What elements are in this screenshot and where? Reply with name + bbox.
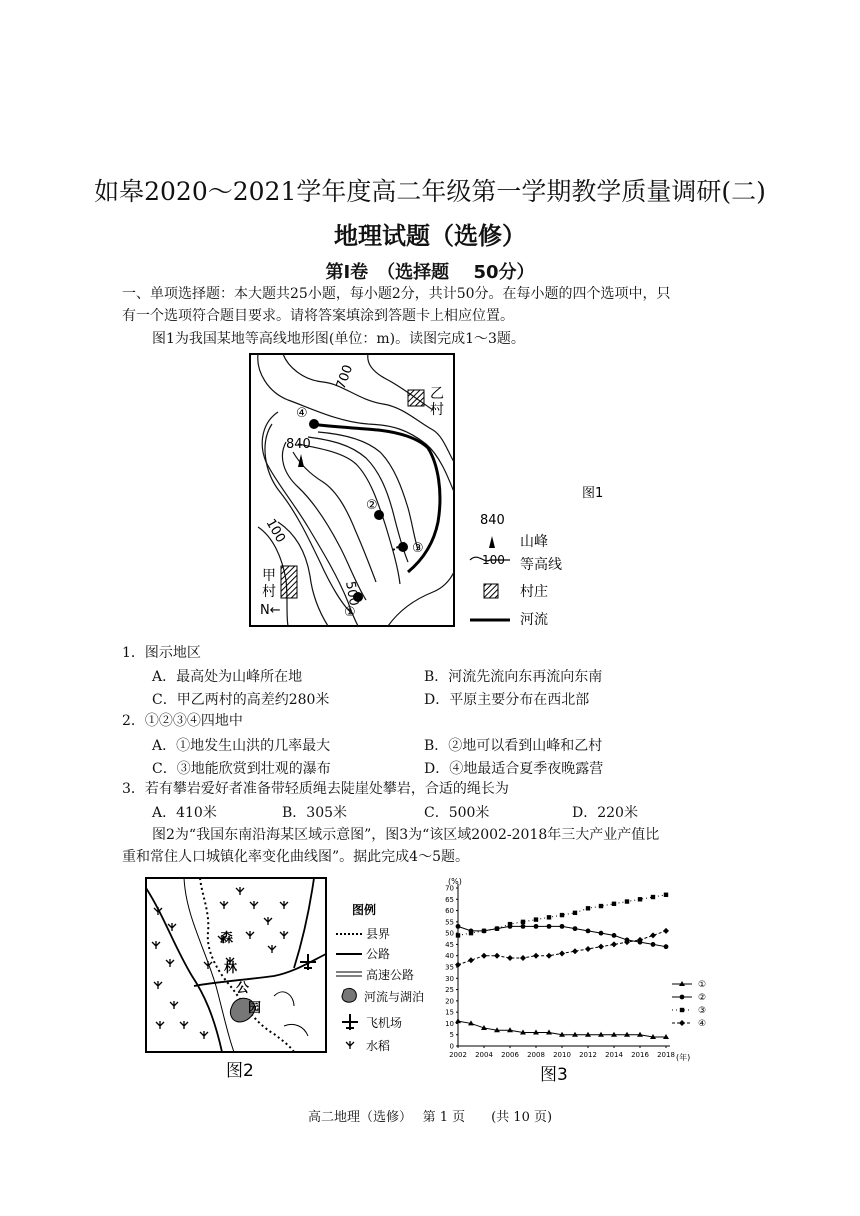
stream [274,992,308,1036]
q3-stem: 3．若有攀岩爱好者准备带轻质绳去陡崖处攀岩，合适的绳长为 [122,781,509,797]
y-tick-label: 30 [445,974,454,983]
legend-series-3-marker [680,1008,684,1012]
point-3-label: ③ [412,541,424,556]
series-2-point [664,944,669,949]
series-3-point [495,926,499,930]
series-3-point [534,917,538,921]
subject-title: 地理试题（选修） [334,222,526,250]
q1-option-c: C．甲乙两村的高差约280米 [152,692,330,708]
x-tick-label: 2004 [475,1051,493,1059]
q3-option-b: B．305米 [282,805,348,821]
map2-legend-title: 图例 [352,903,377,917]
q2-stem: 2．①②③④四地中 [122,713,243,729]
figure1-intro: 图1为我国某地等高线地形图(单位：m)。读图完成1～3题。 [152,331,525,347]
y-tick-label: 65 [445,895,454,904]
series-2-point [534,924,539,929]
series-4-point [481,953,487,959]
figure2-region-map [144,876,430,1084]
series-3-point [508,922,512,926]
page-footer: 高二地理（选修） 第 1 页 (共 10 页) [307,1110,553,1125]
series-1-point [507,1027,513,1032]
y-tick-label: 50 [445,929,454,938]
series-3-point [599,904,603,908]
park-char-1: 森 [220,931,234,946]
series-2 [456,924,669,949]
series-4-point [559,950,565,956]
series-1-point [598,1032,604,1037]
x-tick-label: 2002 [449,1051,467,1059]
legend-series-4-label: ④ [698,1019,707,1029]
legend-series-1-label: ① [698,980,707,990]
legend-series-3-label: ③ [698,1006,707,1016]
y-tick-label: 25 [445,986,454,995]
series-3-point [664,893,668,897]
village-a-marker [281,566,297,598]
q2-option-d: D．④地最适合夏季夜晚露营 [424,761,604,777]
legend-airport-label: 飞机场 [366,1016,403,1030]
x-axis-unit: (年) [676,1053,691,1062]
series-4-point [468,957,474,963]
y-tick-label: 10 [445,1019,454,1028]
exam-title: 如皋2020～2021学年度高二年级第一学期教学质量调研(二) [94,177,766,206]
series-2-line [458,926,666,946]
series-3-point [638,897,642,901]
figure2-intro-line-2: 重和常住人口城镇化率变化曲线图”。据此完成4～5题。 [122,849,469,865]
series-4-point [572,948,578,954]
series-2-point [456,924,461,929]
figure2-intro-line-1: 图2为“我国东南沿海某区域示意图”，图3为“该区域2002-2018年三大产业产值比 [152,827,660,843]
series-1-point [455,1018,461,1023]
q1-option-b: B．河流先流向东再流向东南 [424,669,603,685]
series-3-point [469,931,473,935]
series-4-point [507,955,513,961]
series-2-point [651,942,656,947]
q2-option-c: C．③地能欣赏到壮观的瀑布 [152,761,331,777]
series-2-point [573,926,578,931]
point-3-dot [398,542,408,552]
series-4-point [494,953,500,959]
park-char-2: 林 [224,961,238,976]
park-char-4: 园 [248,1001,262,1016]
series-3-point [456,933,460,937]
legend-river-label: 河流 [520,612,548,628]
county-border [200,878,294,1052]
q3-option-a: A．410米 [152,805,217,821]
y-tick-label: 45 [445,940,454,949]
figure3-caption: 图3 [540,1065,568,1085]
series-1-point [572,1032,578,1037]
legend-peak-value: 840 [480,513,505,528]
series-2-point [547,924,552,929]
legend-village-label: 村庄 [520,584,548,600]
road-c [294,878,314,968]
series-2-point [586,928,591,933]
series-2-point [521,924,526,929]
legend-series-4-marker [679,1020,685,1026]
airport-icon-map [300,954,316,970]
figure1-contour-map [248,352,608,632]
legend-lake-label: 河流与湖泊 [364,990,425,1004]
legend-series-2-marker [680,995,685,1000]
series-4-point [611,941,617,947]
series-3-point [573,911,577,915]
y-tick-label: 60 [445,907,454,916]
x-tick-label: 2006 [501,1051,519,1059]
instruction-line-1: 一、单项选择题：本大题共25小题，每小题2分，共计50分。在每小题的四个选项中，只 [122,286,671,302]
road-b [194,954,326,986]
y-tick-label: 70 [445,884,454,893]
y-tick-label: 40 [445,952,454,961]
legend-highway-label: 高速公路 [366,968,415,982]
y-tick-label: 15 [445,1008,454,1017]
q1-option-a: A．最高处为山峰所在地 [152,669,303,685]
q1-option-d: D．平原主要分布在西北部 [424,692,590,708]
y-tick-label: 55 [445,918,454,927]
series-1-point [585,1032,591,1037]
series-1-point [624,1032,630,1037]
series-4 [455,928,669,968]
series-4-point [520,955,526,961]
series-4-point [663,928,669,934]
series-3-point [560,913,564,917]
x-tick-label: 2014 [605,1051,623,1059]
q2-option-b: B．②地可以看到山峰和乙村 [424,738,603,754]
north-arrow: N← [260,603,281,618]
legend-contour-label: 等高线 [520,557,562,573]
y-tick-label: 0 [449,1042,454,1051]
point-2-label: ② [366,498,378,513]
series-2-point [612,933,617,938]
legend-rice-label: 水稻 [366,1039,391,1053]
series-3-point [625,899,629,903]
figure2-caption: 图2 [226,1061,254,1081]
point-4-label: ④ [296,406,308,421]
q2-option-a: A．①地发生山洪的几率最大 [152,738,331,754]
series-2-point [599,931,604,936]
x-tick-label: 2010 [553,1051,571,1059]
legend-rice-icon [346,1041,354,1049]
series-4-point [455,962,461,968]
y-axis-unit: (%) [448,877,462,886]
contour-label-100-a: 100 [262,516,288,546]
y-tick-label: 35 [445,963,454,972]
series-4-point [533,953,539,959]
series-3-point [547,915,551,919]
y-tick-label: 20 [445,997,454,1006]
series-3-point [651,895,655,899]
series-1 [455,1018,669,1039]
figure3-line-chart [436,874,736,1086]
village-a-char1: 甲 [262,568,276,584]
series-4-point [598,944,604,950]
figure1-caption: 图1 [582,486,604,501]
q3-option-c: C．500米 [424,805,490,821]
series-3-point [586,906,590,910]
legend-series-2-label: ② [698,993,707,1003]
legend-peak-label: 山峰 [520,534,548,550]
point-4-dot [309,419,319,429]
legend-county-label: 县界 [366,927,391,941]
legend-road-label: 公路 [366,947,391,961]
series-2-point [560,924,565,929]
q1-stem: 1．图示地区 [122,645,201,661]
village-b-char1: 乙 [430,386,444,402]
series-3-point [482,929,486,933]
x-tick-label: 2018 [657,1051,675,1059]
point-1-label: ① [344,605,356,620]
legend-contour-value: 100 [482,553,505,567]
x-tick-label: 2008 [527,1051,545,1059]
park-char-3: 公 [236,981,250,996]
legend-peak-icon [489,536,495,548]
legend-village-icon [484,584,498,598]
series-4-line [458,931,666,965]
legend-lake-icon [342,988,356,1002]
instruction-line-2: 有一个选项符合题目要求。请将答案填涂到答题卡上相应位置。 [122,308,514,324]
series-3-point [612,902,616,906]
village-b-marker [408,390,424,406]
village-a-char2: 村 [262,584,276,600]
series-1-point [611,1032,617,1037]
series-3-point [521,920,525,924]
series-3 [456,893,668,938]
q3-option-d: D．220米 [572,805,638,821]
peak-elevation: 840 [286,437,311,452]
x-tick-label: 2016 [631,1051,649,1059]
legend-airport-icon [342,1014,358,1030]
series-4-point [546,953,552,959]
series-4-point [585,946,591,952]
section-title: 第Ⅰ卷 （选择题 50分） [325,262,535,283]
series-4-point [650,932,656,938]
x-tick-label: 2012 [579,1051,597,1059]
y-tick-label: 5 [449,1031,454,1040]
contour-label-700: 700 [333,362,357,392]
rice-marks [152,887,288,1039]
series-1-point [637,1032,643,1037]
village-b-char2: 村 [430,402,444,418]
contour-label-500: 500 [342,580,362,608]
